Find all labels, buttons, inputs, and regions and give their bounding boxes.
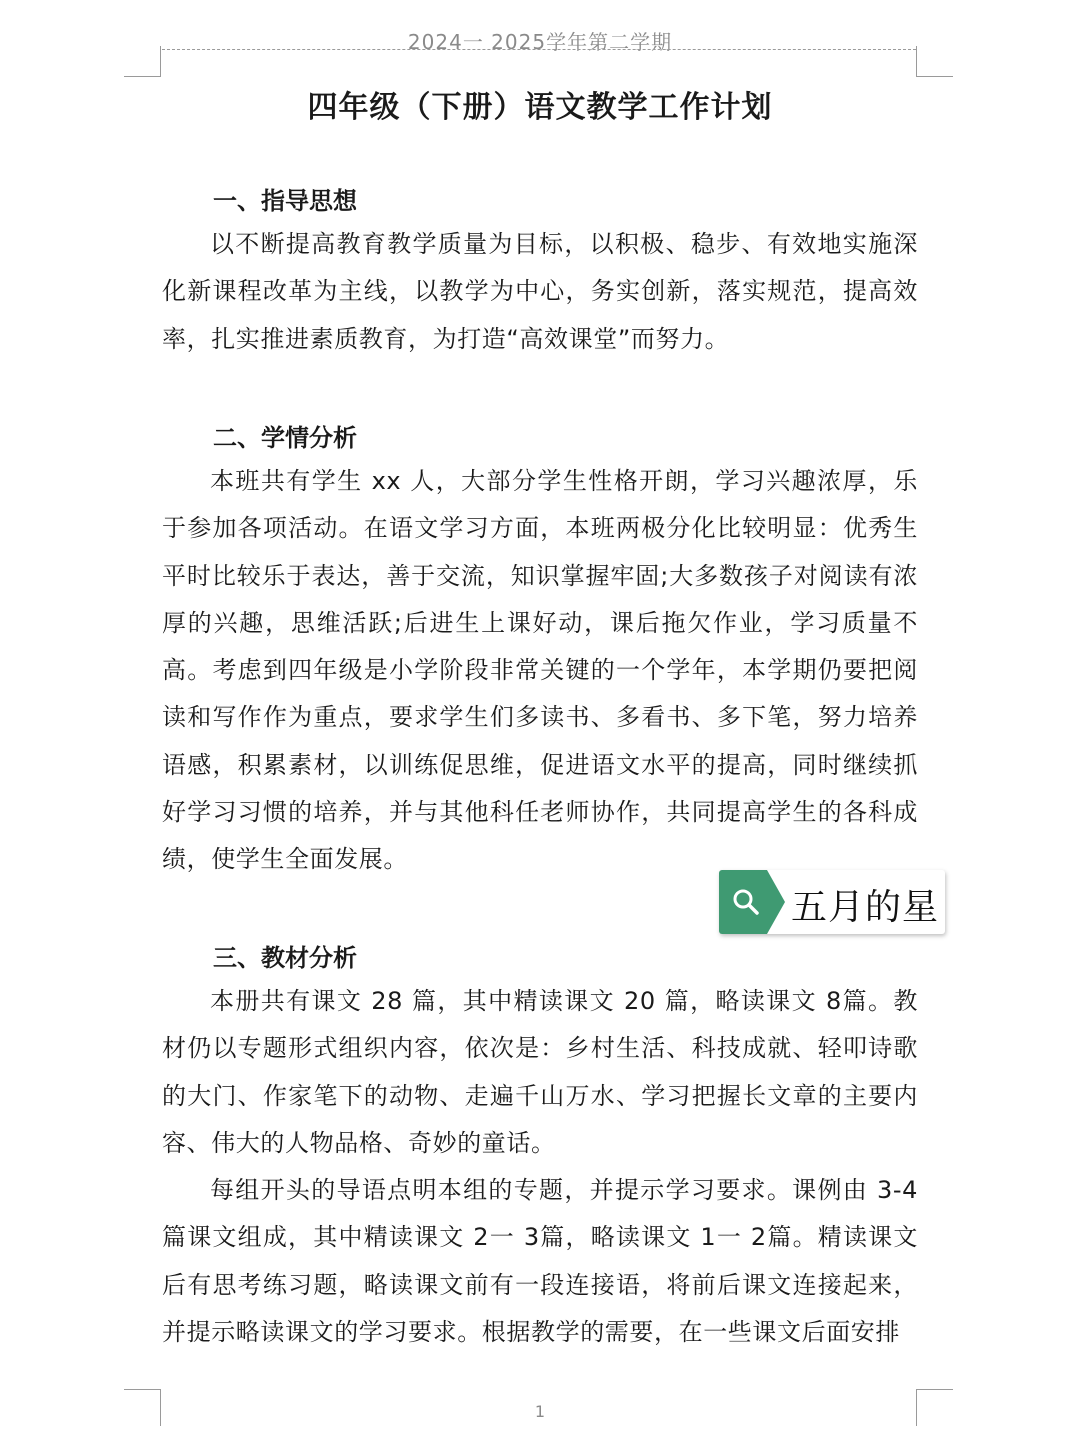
crop-mark-top-right <box>916 46 953 77</box>
header-text: 2024一 2025学年第二学期 <box>407 30 673 54</box>
section-paragraph: 每组开头的导语点明本组的专题，并提示学习要求。课例由 3-4篇课文组成，其中精读课文 2一 3篇，略读课文 1一 2篇。精读课文后有思考练习题，略读课文前有一段连接语，将前后课文连接起来，并提示略读课文的学习要求。根据教学的需要，在一些课文后面安排 <box>162 1176 918 1346</box>
watermark-badge <box>719 870 945 934</box>
crop-mark-top-left <box>124 46 161 77</box>
section-heading-student-analysis: 二、学情分析 <box>213 424 357 452</box>
search-icon <box>731 887 761 917</box>
document-title: 四年级（下册）语文教学工作计划 <box>307 90 773 125</box>
section-paragraph: 本册共有课文 28 篇，其中精读课文 20 篇，略读课文 8篇。教材仍以专题形式组织内容，依次是：乡村生活、科技成就、轻叩诗歌的大门、作家笔下的动物、走遍千山万水、学习把握长文章的主要内容、伟大的人物品格、奇妙的童话。 <box>162 987 918 1157</box>
section-heading-guiding-ideology: 一、指导思想 <box>213 187 357 215</box>
header-divider <box>162 49 916 50</box>
watermark-tab <box>719 870 767 934</box>
section-heading-textbook-analysis: 三、教材分析 <box>213 944 357 972</box>
watermark-text: 五月的星 <box>791 887 940 928</box>
section-paragraph: 本班共有学生 xx 人，大部分学生性格开朗，学习兴趣浓厚，乐于参加各项活动。在语文学习方面，本班两极分化比较明显：优秀生平时比较乐于表达，善于交流，知识掌握牢固;大多数孩子对阅读有浓厚的兴趣，思维活跃;后进生上课好动，课后拖欠作业，学习质量不高。考虑到四年级是小学阶段非常关键的一个学年，本学期仍要把阅读和写作作为重点，要求学生们多读书、多看书、多下笔，努力培养语感，积累素材，以训练促思维，促进语文水平的提高，同时继续抓好学习习惯的培养，并与其他科任老师协作，共同提高学生的各科成绩，使学生全面发展。 <box>162 467 918 874</box>
section-paragraph: 以不断提高教育教学质量为目标，以积极、稳步、有效地实施深化新课程改革为主线，以教学为中心，务实创新，落实规范，提高效率，扎实推进素质教育，为打造“高效课堂”而努力。 <box>162 230 918 353</box>
page-number: 1 <box>534 1402 546 1421</box>
